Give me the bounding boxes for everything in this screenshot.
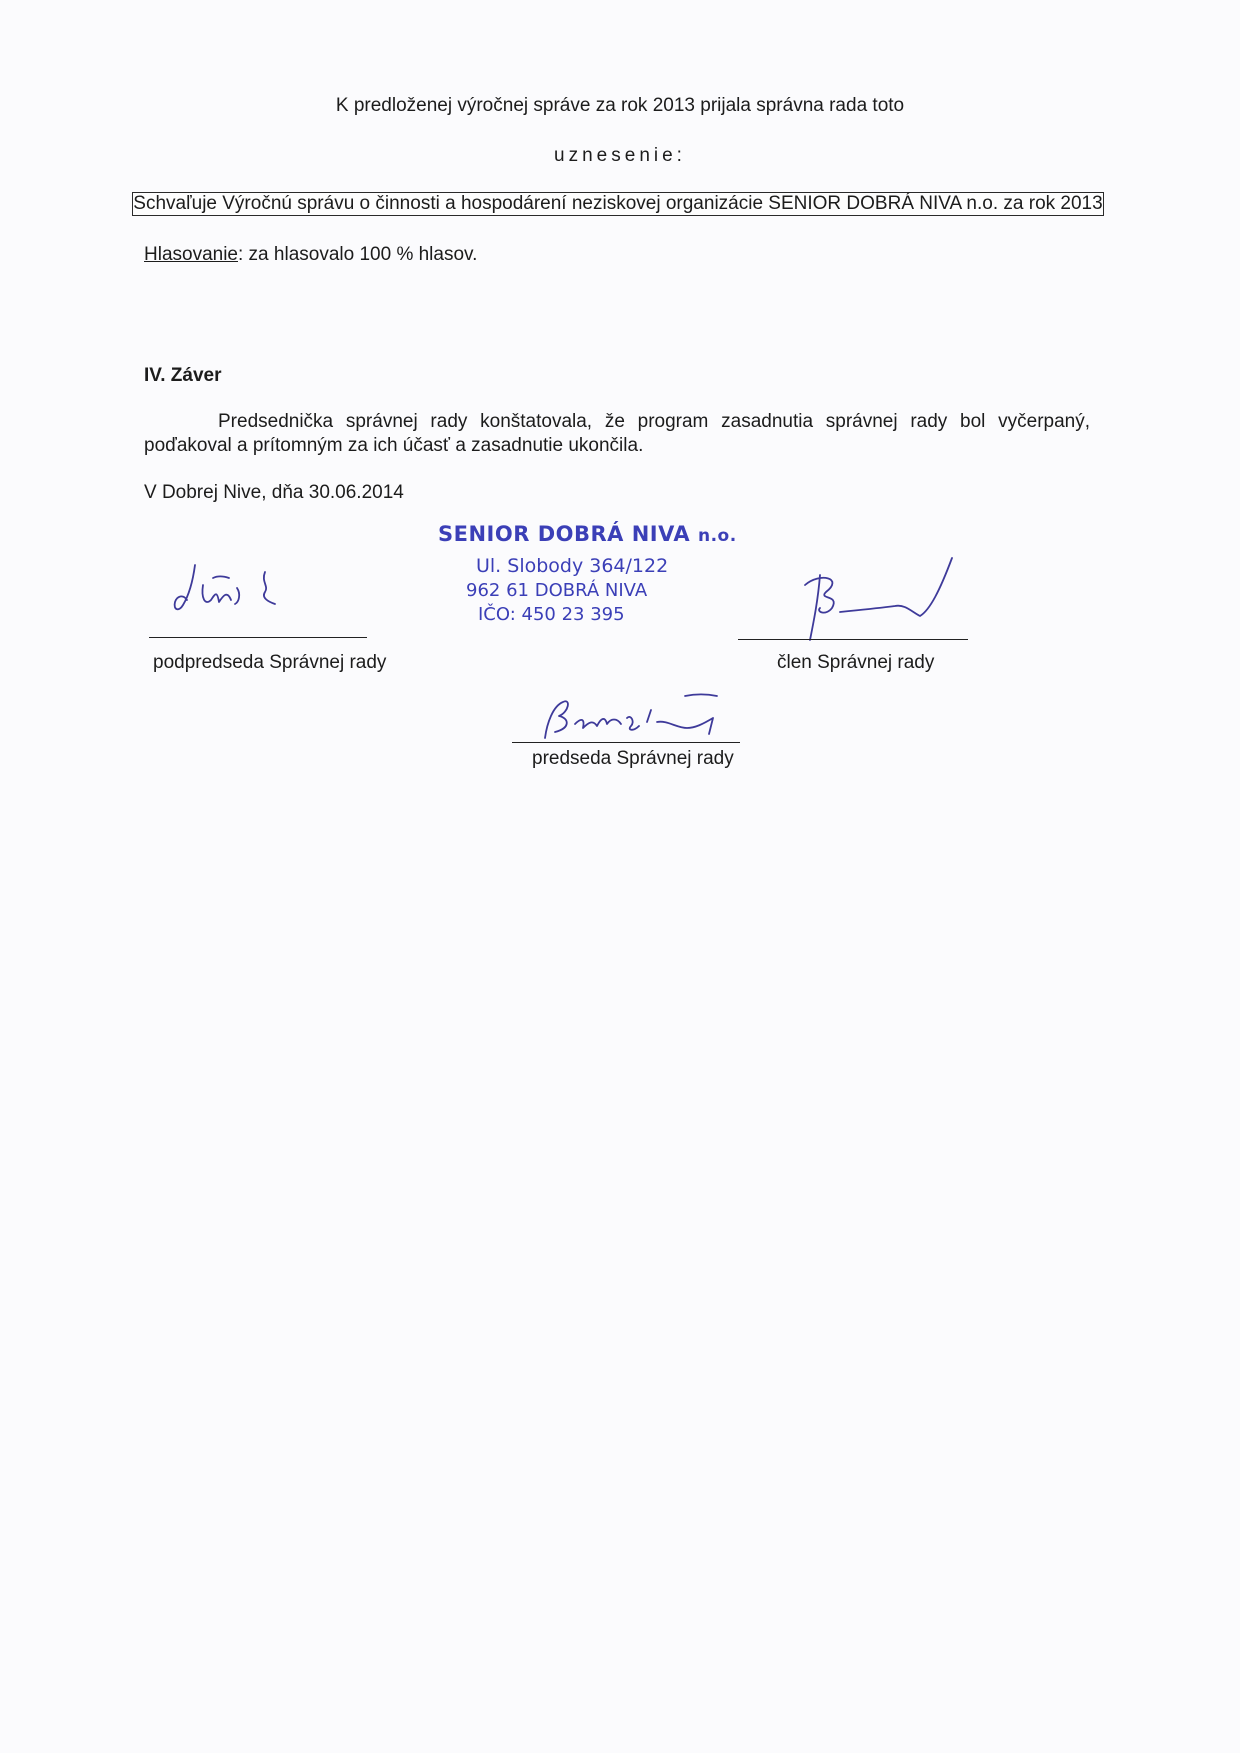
place-date: V Dobrej Nive, dňa 30.06.2014 [144, 482, 404, 503]
signature-line-right [738, 639, 968, 640]
stamp-name-suffix: n.o. [698, 526, 737, 546]
resolution-box [132, 192, 1104, 216]
vote-text: : za hlasovalo 100 % hlasov. [238, 244, 478, 265]
section-title: IV. Záver [144, 365, 222, 386]
stamp-ico: IČO: 450 23 395 [478, 604, 625, 625]
stamp-name: SENIOR DOBRÁ NIVA n.o. [438, 522, 737, 546]
stamp-city: 962 61 DOBRÁ NIVA [466, 580, 648, 601]
intro-text: K predloženej výročnej správe za rok 2013 prijala správna rada toto [335, 95, 905, 116]
closing-paragraph: Predsednička správnej rady konštatovala, že program zasadnutia správnej rady bol vyčerpaný, poďakoval a prítomným za ich účasť a zasadnutie ukončila. [144, 411, 1090, 456]
caption-member: člen Správnej rady [777, 652, 935, 673]
resolution-text: Schvaľuje Výročnú správu o činnosti a hospodárení neziskovej organizácie SENIOR DOBRÁ NIVA n.o. za rok 2013 [133, 193, 1103, 214]
signature-line-left [149, 637, 367, 638]
caption-chair: predseda Správnej rady [532, 748, 734, 769]
signature-line-center [512, 742, 740, 743]
signature-left [165, 560, 305, 630]
signature-right [780, 550, 980, 645]
stamp-street: Ul. Slobody 364/122 [476, 555, 669, 577]
signature-center [535, 688, 750, 748]
vote-label: Hlasovanie [144, 244, 238, 265]
vote-line [144, 243, 477, 267]
resolution-heading: uznesenie: [554, 145, 686, 166]
caption-vice-chair: podpredseda Správnej rady [153, 652, 387, 673]
